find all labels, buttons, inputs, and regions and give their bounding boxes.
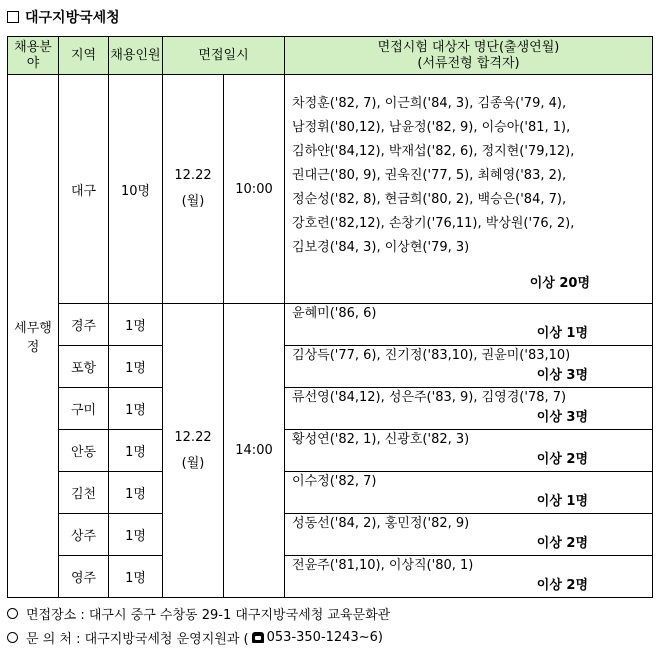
candidate-line: 강호련('82,12), 손창기('76,11), 박상원('76, 2), [292,216,575,231]
candidate-line: 김상득('77, 6), 진기정('83,10), 권윤미('83,10) [292,348,571,363]
candidate-names-cell [285,430,653,472]
candidate-total: 이상 2명 [536,452,589,467]
region-cell: 구미 [59,388,109,430]
footer-contact [7,628,383,647]
title-text: 대구지방국세청 [25,10,120,26]
candidate-names-cell [285,346,653,388]
contact-phone: 053-350-1243~6) [266,630,383,645]
candidate-line: 김보경('84, 3), 이상현('79, 3) [292,240,470,255]
interview-date-cell [163,75,224,304]
region-cell: 경주 [59,304,109,346]
table-row [8,75,653,304]
contact-prefix: 문 의 처 : 대구지방국세청 운영지원과 ( [26,632,249,647]
candidate-total: 이상 3명 [536,368,589,383]
table-row [8,346,653,388]
table-row [8,388,653,430]
region-cell: 김천 [59,472,109,514]
candidate-names-cell [285,388,653,430]
candidate-total: 이상 3명 [536,410,589,425]
page-title [7,7,120,27]
hires-cell: 1명 [109,388,163,430]
candidate-line: 윤혜미('86, 6) [292,306,377,321]
candidate-line: 전윤주('81,10), 이상직('80, 1) [292,558,474,573]
header-region: 지역 [59,37,109,75]
interview-day: (월) [181,194,205,209]
header-candidates [285,37,653,75]
candidate-total: 이상 1명 [536,326,589,341]
hires-cell: 1명 [109,346,163,388]
hires-cell: 1명 [109,430,163,472]
table-row [8,472,653,514]
region-cell: 상주 [59,514,109,556]
table-row [8,556,653,598]
table-row [8,304,653,346]
footer-location [7,604,390,623]
candidate-line: 남정휘('80,12), 남윤정('82, 9), 이승아('81, 1), [292,120,571,135]
checkbox-square-icon [7,11,19,23]
candidate-line: 김하얀('84,12), 박재섭('82, 6), 정지현('79,12), [292,144,575,159]
table-row [8,514,653,556]
candidate-names-cell [285,556,653,598]
header-candidates-line2: (서류전형 합격자) [417,55,520,71]
table-row [8,430,653,472]
candidate-line: 정순성('82, 8), 현금희('80, 2), 백승은('84, 7), [292,192,567,207]
header-candidates-line1: 면접시험 대상자 명단(출생연월) [377,39,560,55]
candidate-names-cell [285,304,653,346]
hires-cell: 1명 [109,514,163,556]
interview-time-cell: 14:00 [224,304,285,598]
candidate-line: 차정훈('82, 7), 이근희('84, 3), 김종욱('79, 4), [292,96,567,111]
region-cell: 포항 [59,346,109,388]
candidate-names-cell [285,514,653,556]
interview-schedule-table [7,36,653,598]
interview-date-cell [163,304,224,598]
hires-cell: 1명 [109,556,163,598]
region-cell: 대구 [59,75,109,304]
header-interview-datetime: 면접일시 [163,37,285,75]
field-cell: 세무행정 [8,75,59,598]
interview-date: 12.22 [174,429,212,445]
candidate-total: 이상 1명 [536,494,589,509]
candidate-names-cell [285,472,653,514]
hires-cell: 1명 [109,472,163,514]
circle-bullet-icon [7,608,18,619]
candidate-line: 권대근('80, 9), 권욱진('77, 5), 최혜영('83, 2), [292,168,567,183]
candidate-line: 황성연('82, 1), 신광호('82, 3) [292,432,470,447]
telephone-icon [252,632,264,643]
location-text: 면접장소 : 대구시 중구 수창동 29-1 대구지방국세청 교육문화관 [26,608,391,623]
region-cell: 영주 [59,556,109,598]
region-cell: 안동 [59,430,109,472]
candidate-names-cell [285,75,653,304]
candidate-total: 이상 2명 [536,578,589,593]
candidate-line: 성동선('84, 2), 홍민정('82, 9) [292,516,470,531]
interview-date: 12.22 [174,168,212,183]
interview-day: (월) [181,455,205,471]
header-hires: 채용인원 [109,37,163,75]
interview-time-cell: 10:00 [224,75,285,304]
candidate-line: 이수정('82, 7) [292,474,377,489]
header-field: 채용분야 [8,37,59,75]
circle-bullet-icon [7,632,18,643]
candidate-total: 이상 20명 [529,276,591,291]
hires-cell: 10명 [109,75,163,304]
candidate-line: 류선영('84,12), 성은주('83, 9), 김영경('78, 7) [292,390,567,405]
candidate-total: 이상 2명 [536,536,589,551]
hires-cell: 1명 [109,304,163,346]
header-row [8,37,653,75]
